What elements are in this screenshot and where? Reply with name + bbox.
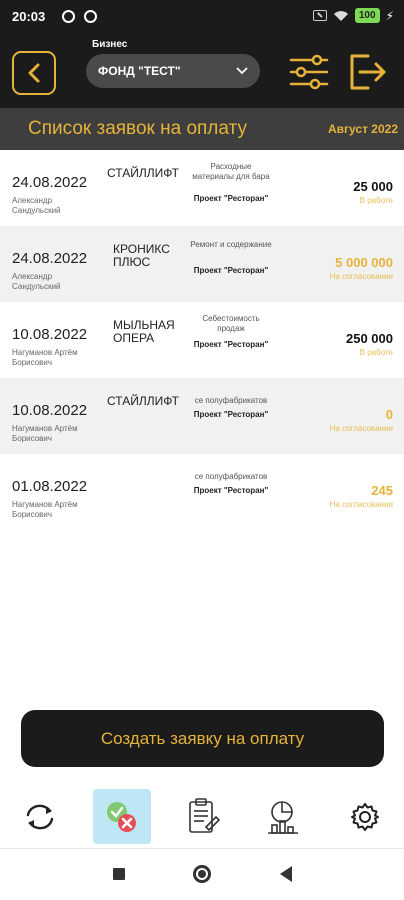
status-time: 20:03 [12, 9, 46, 24]
request-date: 10.08.2022 [12, 402, 88, 419]
request-purpose: се полуфабрикатов [194, 472, 268, 481]
charging-icon: ⚡ [385, 8, 394, 23]
request-row[interactable] [0, 150, 404, 226]
filter-icon[interactable] [289, 53, 329, 91]
documents-icon [184, 797, 222, 837]
request-vendor: КРОНИКС ПЛЮС [113, 242, 170, 269]
period-selector[interactable]: Август 2022 [328, 122, 398, 136]
request-amount: 0 [385, 407, 393, 422]
request-author: Нагуманов Артём Борисович [12, 348, 78, 367]
request-status: В работе [359, 348, 393, 357]
request-amount: 245 [371, 483, 393, 498]
request-status: На согласовании [329, 424, 393, 433]
requests-list [0, 150, 404, 530]
wifi-icon [333, 10, 349, 22]
request-project: Проект "Ресторан" [193, 410, 269, 419]
status-bar [0, 0, 404, 34]
nav-refresh[interactable] [11, 789, 69, 844]
request-amount: 25 000 [353, 179, 393, 194]
request-status: В работе [359, 196, 393, 205]
back-button[interactable] [12, 51, 56, 95]
business-select[interactable] [86, 54, 260, 88]
request-date: 01.08.2022 [12, 478, 88, 495]
list-title-bar [0, 108, 404, 150]
nav-reports[interactable] [255, 789, 313, 844]
request-purpose: Себестоимость продаж [202, 314, 260, 333]
request-vendor: МЫЛЬНАЯ ОПЕРА [113, 318, 175, 345]
logout-icon[interactable] [346, 52, 388, 92]
system-nav-bar [0, 849, 404, 900]
request-author: Нагуманов Артём Борисович [12, 424, 78, 443]
request-vendor: СТАЙЛЛИФТ [107, 166, 179, 180]
request-row[interactable] [0, 302, 404, 378]
request-date: 24.08.2022 [12, 250, 88, 267]
request-date: 24.08.2022 [12, 174, 88, 191]
request-purpose: се полуфабрикатов [194, 396, 268, 405]
request-purpose: Ремонт и содержание [190, 240, 272, 249]
request-project: Проект "Ресторан" [193, 266, 269, 275]
approvals-icon [102, 797, 142, 837]
app-header [0, 34, 404, 108]
chevron-down-icon [236, 67, 248, 75]
refresh-icon [23, 802, 57, 832]
request-status: На согласовании [329, 500, 393, 509]
home-icon[interactable] [193, 865, 211, 883]
business-select-value: ФОНД "ТЕСТ" [98, 64, 181, 78]
reports-icon [264, 797, 304, 837]
request-row[interactable] [0, 378, 404, 454]
request-project: Проект "Ресторан" [193, 340, 269, 349]
bottom-nav [0, 786, 404, 848]
nav-settings[interactable] [336, 789, 394, 844]
chevron-left-icon [26, 62, 42, 84]
request-author: Нагуманов Артём Борисович [12, 500, 78, 519]
settings-icon [349, 801, 381, 833]
request-project: Проект "Ресторан" [193, 486, 269, 495]
recent-apps-icon[interactable] [113, 868, 125, 880]
system-back-icon[interactable] [280, 866, 292, 882]
nav-approvals[interactable] [93, 789, 151, 844]
request-project: Проект "Ресторан" [193, 194, 269, 203]
request-amount: 5 000 000 [335, 255, 393, 270]
create-payment-request-button[interactable]: Создать заявку на оплату [21, 710, 384, 767]
request-author: Александр Сандульский [12, 196, 61, 215]
sim-icon [313, 10, 327, 21]
request-date: 10.08.2022 [12, 326, 88, 343]
notification-icon [62, 10, 75, 23]
request-row[interactable] [0, 454, 404, 530]
battery-icon: 100 [355, 8, 380, 23]
request-status: На согласовании [329, 272, 393, 281]
request-row[interactable] [0, 226, 404, 302]
request-author: Александр Сандульский [12, 272, 61, 291]
notification-icon [84, 10, 97, 23]
nav-documents[interactable] [174, 789, 232, 844]
request-amount: 250 000 [346, 331, 393, 346]
request-vendor: СТАЙЛЛИФТ [107, 394, 179, 408]
request-purpose: Расходные материалы для бара [192, 162, 270, 181]
page-title: Список заявок на оплату [28, 118, 247, 139]
business-label: Бизнес [92, 39, 128, 50]
